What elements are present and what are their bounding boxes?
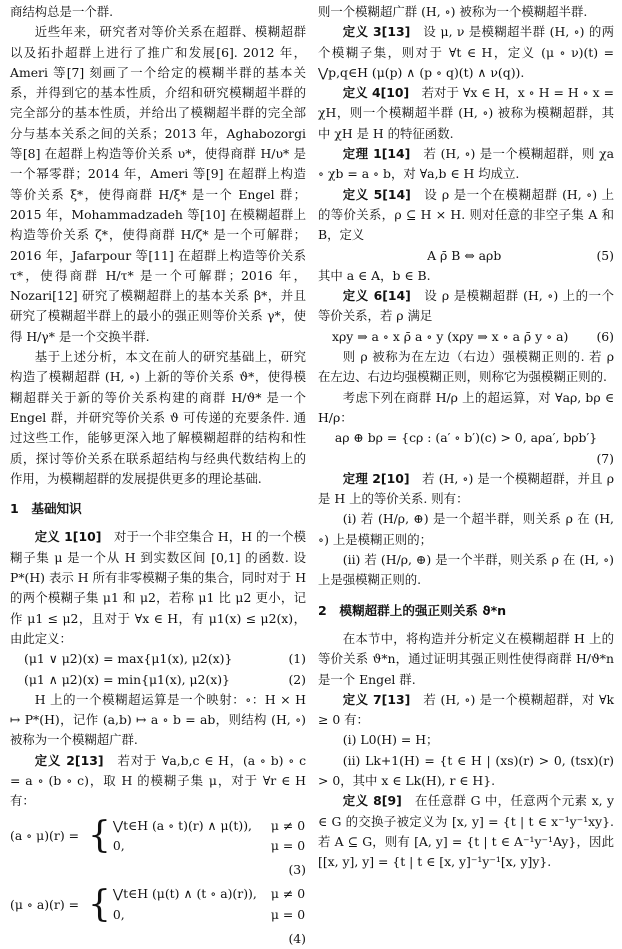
theorem-2-item-i: (i) 若 (H/ρ, ⊕) 是一个超半群，则关系 ρ 在 (H, ∘) 上是模糊正则的； [318,511,614,547]
theorem-1-label: 定理 1[14] [342,146,411,162]
equation-7-number: (7) [596,450,614,466]
equation-3-lhs: (a ∘ μ)(r) = [10,827,79,843]
definition-3 [318,22,614,83]
paragraph-recent-research: 近些年来，研究者对等价关系在超群、模糊超群以及拓扑超群上进行了推广和发展[6]. 2012 年，Ameri 等[7] 刻画了一个给定的模糊半群的基本关系，并得到它的基本性质，介绍和研究模糊超半群的完全部分的基本性质，并给出了模糊超半群的完全部分与基本关系之间的关系；2013 年，Aghabozorgi 等[8] 在超群上构造等价关系 υ*，使得商群 H/υ* 是一个幂零群；2014 年，Ameri 等[9] 在超群上构造等价关系 ξ*，使得商群 H/ξ* 是一个 Engel 群；2015 年，Mohammadzadeh 等[10] 在模糊超群上构造等价关系 ζ*，使得商群 H/ζ* 是一个可解群；2016 年，Jafarpour 等[11] 在超群上构造等价关系 τ*，使得商群 H/τ* 是一个可解群；2016 年，Nozari[12] 研究了模糊超群上的基本关系 β*，并且研究了模糊超半群上的最小的强正则等价关系 γ*，使得 H/γ* 是一个交换半群. [10,24,306,344]
equation-6 [318,327,614,347]
definition-7-item-i: (i) L0(H) = H； [342,732,439,748]
definition-7-item-ii: (ii) Lk+1(H) = {t ∈ H | (xs)(r) > 0, (tsx)(r) > 0，其中 x ∈ Lk(H), r ∈ H}. [318,752,614,788]
equation-6-number: (6) [596,328,614,344]
equation-2-number: (2) [288,671,306,687]
equation-5 [318,246,614,266]
equation-5-body: A ρ̄ B ⇔ aρb [427,247,502,263]
definition-2-label: 定义 2[13] [34,752,104,768]
equation-3-number: (3) [288,862,306,878]
definition-7-label: 定义 7[13] [342,691,411,707]
paragraph-strongly-regular: 则 ρ 被称为在左边（右边）强模糊正则的. 若 ρ 在左边、右边均强模糊正则，则称它为强模糊正则的. [318,349,614,385]
paragraph-this-paper: 基于上述分析，本文在前人的研究基础上，研究构造了模糊超群 (H, ∘) 上新的等价关系 ϑ*，使得模糊超群关于新的等价关系构建的商群 H/ϑ* 是一个 Engel 群，并研究等价关系 ϑ 可传递的充要条件. 通过这些工作，能够更深入地了解模糊超群的结构和性质，探讨等价关系在联系超结构与经典代数结构上的作用，为模糊超群的发展提供更多的理论基础. [10,349,306,486]
definition-5 [318,185,614,246]
theorem-2 [318,469,614,510]
definition-6-text: 设 ρ 是模糊超群 (H, ∘) 上的一个等价关系，若 ρ 满足 [318,288,615,324]
equation-2 [10,670,306,690]
definition-4 [318,83,614,144]
definition-1 [10,527,306,649]
equation-4-cond1: μ ≠ 0 [270,886,306,902]
equation-4-case2: 0, [112,906,125,922]
equation-7-body: aρ ⊕ bρ = {cρ : (a′ ∘ b′)(c) > 0, aρa′, bρb′} [334,430,598,446]
paragraph-fuzzy-hyperoperation: H 上的一个模糊超运算是一个映射：∘：H × H ↦ P*(H)，记作 (a,b) ↦ a ∘ b = ab，则结构 (H, ∘) 被称为一个模糊超广群. [10,691,306,748]
definition-8-text: 在任意群 G 中，任意两个元素 x, y ∈ G 的交换子被定义为 [x, y] = {t | t ∈ x⁻¹y⁻¹xy}. 若 A ⊆ G，则有 [A, y] = {t | t ∈ A⁻¹y⁻¹Ay}，因此 [[x, y], y] = {t | t ∈ [x, y]⁻¹y⁻¹[x, y]y}. [318,793,614,870]
equation-3-cond2: μ = 0 [270,837,306,853]
definition-7 [318,690,614,731]
equation-5-number: (5) [596,247,614,263]
equation-4-brace: { [88,883,111,925]
equation-2-body: (μ1 ∧ μ2)(x) = min{μ1(x), μ2(x)} [24,671,230,687]
definition-1-label: 定义 1[10] [34,529,102,545]
theorem-1-text: 若 (H, ∘) 是一个模糊超群，则 χa ∘ χb = a ∘ b，对 ∀a,b ∈ H 均成立. [318,146,614,182]
right-column [318,2,614,872]
paragraph-quotient-operation: 考虑下列在商群 H/ρ 上的超运算，对 ∀aρ, bρ ∈ H/ρ： [318,389,614,425]
definition-7-text: 若 (H, ∘) 是一个模糊超群，对 ∀k ≥ 0 有： [318,691,614,728]
paragraph-section-2-intro: 在本节中，将构造并分析定义在模糊超群 H 上的等价关系 ϑ*n，通过证明其强正则性使得商群 H/ϑ*n 是一个 Engel 群. [318,630,614,687]
definition-5-label: 定义 5[14] [342,186,411,202]
equation-1 [10,649,306,669]
paragraph-continuation: 商结构总是一个群. [10,4,114,19]
definition-4-label: 定义 4[10] [342,85,410,101]
definition-1-text: 对于一个非空集合 H，H 的一个模糊子集 μ 是一个从 H 到实数区间 [0,1] 的函数. 设 P*(H) 表示 H 所有非零模糊子集的集合，同时对于 H 的两个模糊子集 μ1 和 μ2，若称 μ1 比 μ2 更小，记作 μ1 ≤ μ2，且对于 ∀x ∈ H，有 μ1(x) ≤ μ2(x)，由此定义： [10,529,306,646]
equation-3-cond1: μ ≠ 0 [270,817,306,833]
equation-4-cond2: μ = 0 [270,906,306,922]
equation-4-cases [113,884,305,925]
section-heading-1: 1 基础知识 [10,501,82,517]
equation-3 [10,816,306,857]
equation-1-body: (μ1 ∨ μ2)(x) = max{μ1(x), μ2(x)} [24,651,233,667]
equation-3-cases [113,816,305,857]
definition-5-text: 设 ρ 是一个在模糊超群 (H, ∘) 上的等价关系，ρ ⊆ H × H. 则对任意的非空子集 A 和 B，定义 [318,186,615,243]
equation-3-case1: ⋁t∈H (a ∘ t)(r) ∧ μ(t)), [112,817,252,833]
left-column [10,2,306,949]
definition-4-text: 若对于 ∀x ∈ H，x ∘ H = H ∘ x = χH，则一个模糊超半群 (H, ∘) 被称为模糊超群，其中 χH 是 H 的特征函数. [318,85,614,141]
equation-1-number: (1) [288,651,306,667]
section-heading-2: 2 模糊超群上的强正则关系 ϑ*n [318,602,507,618]
equation-3-brace: { [88,814,111,856]
definition-3-label: 定义 3[13] [342,24,411,40]
equation-4-case1: ⋁t∈H (μ(t) ∧ (t ∘ a)(r)), [112,886,257,902]
definition-6-label: 定义 6[14] [342,288,411,304]
equation-4 [10,884,306,925]
equation-4-number: (4) [288,931,306,947]
definition-3-text: 设 μ, ν 是模糊超半群 (H, ∘) 的两个模糊子集，则对于 ∀t ∈ H，定义 (μ ∘ ν)(t) = ⋁p,q∈H (μ(p) ∧ (p ∘ q)(t) ∧ ν(q)). [318,24,614,80]
equation-6-body: xρy ⇒ a ∘ x ρ̄ a ∘ y (xρy ⇒ x ∘ a ρ̄ y ∘ a) [332,328,569,344]
definition-2-text: 若对于 ∀a,b,c ∈ H，(a ∘ b) ∘ c = a ∘ (b ∘ c)，取 H 的模糊子集 μ，对于 ∀r ∈ H 有： [10,752,307,809]
paragraph-continuation-right: 则一个模糊超广群 (H, ∘) 被称为一个模糊超半群. [318,4,588,19]
theorem-1 [318,144,614,185]
definition-8-label: 定义 8[9] [342,793,402,809]
definition-8 [318,791,614,872]
equation-4-lhs: (μ ∘ a)(r) = [10,896,79,912]
definition-6 [318,286,614,327]
equation-3-case2: 0, [112,837,125,853]
theorem-2-item-ii: (ii) 若 (H/ρ, ⊕) 是一个半群，则关系 ρ 在 (H, ∘) 上是强模糊正则的. [318,552,614,588]
definition-2 [10,751,306,812]
theorem-2-label: 定理 2[10] [342,470,410,486]
paragraph-where: 其中 a ∈ A，b ∈ B. [318,267,431,283]
theorem-2-text: 若 (H, ∘) 是一个模糊超群，并且 ρ 是 H 上的等价关系. 则有： [318,470,615,507]
